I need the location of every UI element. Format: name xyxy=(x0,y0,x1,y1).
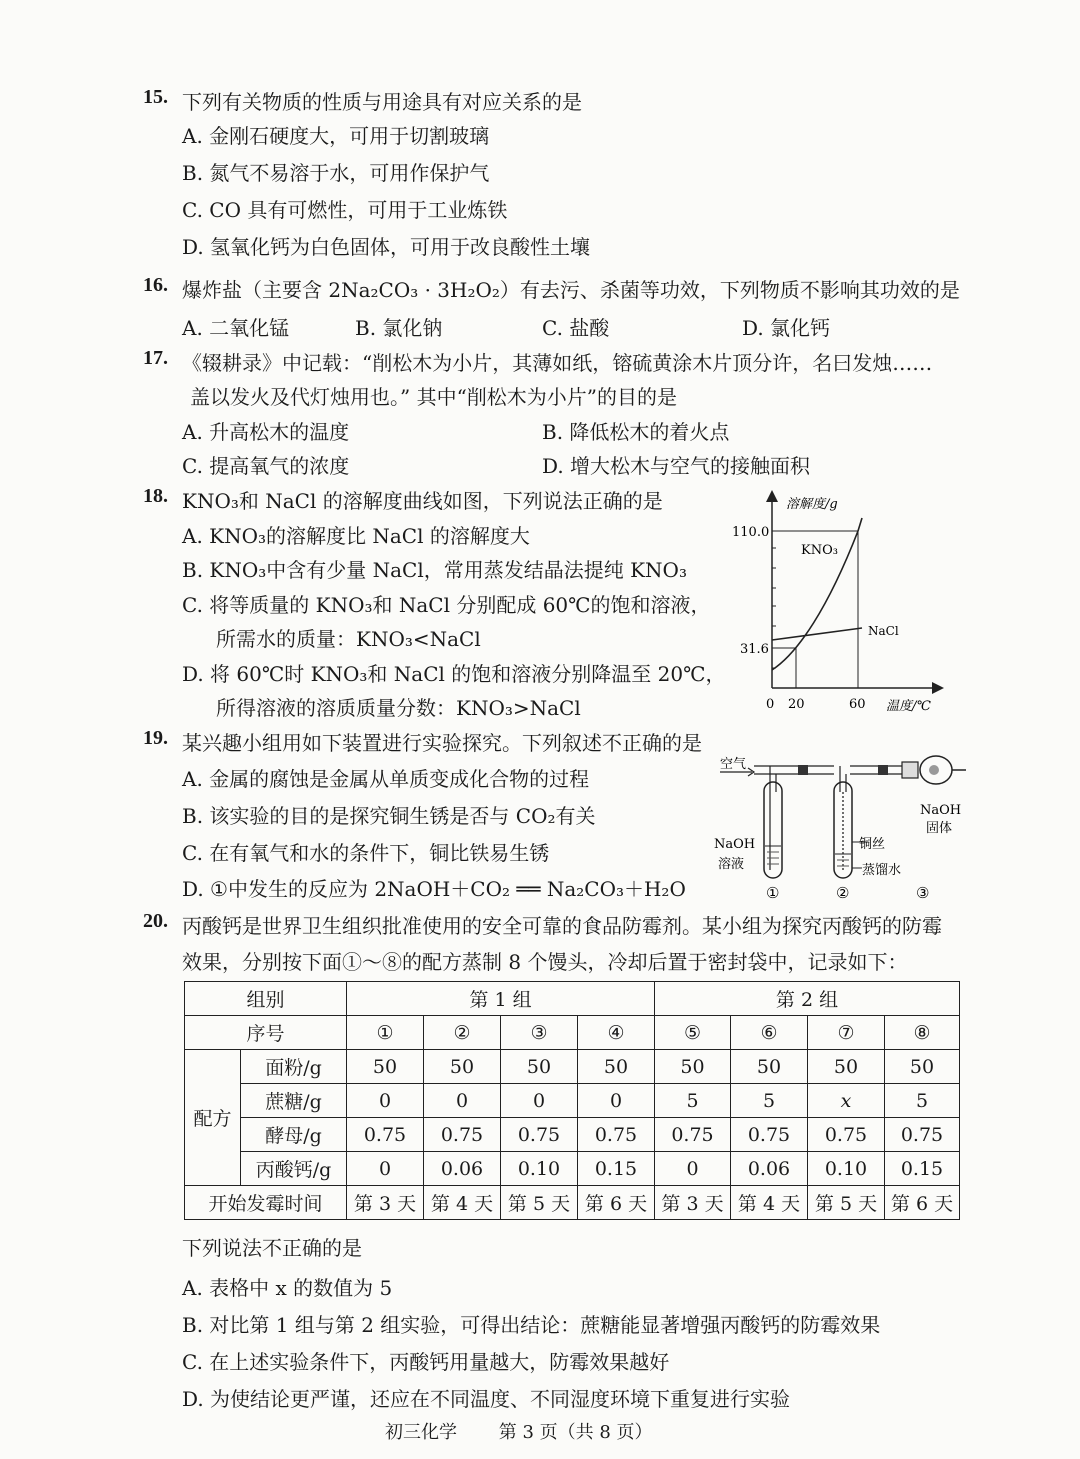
mold-cell: 第 3 天 xyxy=(347,1186,424,1220)
question-number: 18. xyxy=(143,485,168,507)
option-d: D. 氯化钙 xyxy=(742,316,831,340)
option-c: C. 在上述实验条件下，丙酸钙用量越大，防霉效果越好 xyxy=(182,1350,670,1374)
cell: 50 xyxy=(578,1050,655,1084)
cell: 0.75 xyxy=(424,1118,501,1152)
option-b: B. 氯化钠 xyxy=(355,316,443,340)
option-c-cont: 所需水的质量：KNO₃<NaCl xyxy=(216,627,481,651)
mold-cell: 第 4 天 xyxy=(424,1186,501,1220)
option-d-cont: 所得溶液的溶质质量分数：KNO₃>NaCl xyxy=(216,696,581,720)
seq-cell: ⑤ xyxy=(655,1016,731,1050)
option-a: A. 表格中 x 的数值为 5 xyxy=(182,1276,393,1300)
cell: 50 xyxy=(885,1050,960,1084)
cell: 50 xyxy=(655,1050,731,1084)
option-d: D. ①中发生的反应为 2NaOH＋CO₂ ══ Na₂CO₃＋H₂O xyxy=(182,877,686,901)
cell: 0.15 xyxy=(885,1152,960,1186)
cell: 0.75 xyxy=(501,1118,578,1152)
cell: 0 xyxy=(655,1152,731,1186)
question-number: 20. xyxy=(143,910,168,932)
cell: 50 xyxy=(808,1050,885,1084)
question-stem-line1: 丙酸钙是世界卫生组织批准使用的安全可靠的食品防霉剂。某小组为探究丙酸钙的防霉 xyxy=(182,914,942,938)
cell: 50 xyxy=(424,1050,501,1084)
option-a: A. 升高松木的温度 xyxy=(182,420,350,444)
question-stem-line2: 盖以发火及代灯烛用也。” 其中“削松木为小片”的目的是 xyxy=(190,385,678,409)
mold-cell: 第 3 天 xyxy=(655,1186,731,1220)
cell: 0 xyxy=(501,1084,578,1118)
cell: 0.06 xyxy=(424,1152,501,1186)
option-d: D. 氢氧化钙为白色固体，可用于改良酸性土壤 xyxy=(182,235,591,259)
cell: 0 xyxy=(347,1084,424,1118)
mold-cell: 第 5 天 xyxy=(808,1186,885,1220)
question-number: 19. xyxy=(143,727,168,749)
cell: x xyxy=(808,1084,885,1118)
cell: 0.75 xyxy=(808,1118,885,1152)
drying-tube-3 xyxy=(902,756,966,784)
cell: 50 xyxy=(347,1050,424,1084)
cell: 5 xyxy=(885,1084,960,1118)
cell: 0.10 xyxy=(501,1152,578,1186)
seq-cell: ④ xyxy=(578,1016,655,1050)
cell: 0.75 xyxy=(885,1118,960,1152)
test-tube-1 xyxy=(764,766,782,878)
question-stem-line1: 《辍耕录》中记载：“削松木为小片，其薄如纸，镕硫黄涂木片顶分许，名曰发烛…… xyxy=(182,351,933,375)
option-c: C. 在有氧气和水的条件下，铜比铁易生锈 xyxy=(182,841,550,865)
naoh-solution-label-2: 溶液 xyxy=(718,857,745,872)
question-stem: KNO₃和 NaCl 的溶解度曲线如图，下列说法正确的是 xyxy=(182,489,663,513)
option-c: C. 提高氧气的浓度 xyxy=(182,454,350,478)
option-c: C. CO 具有可燃性，可用于工业炼铁 xyxy=(182,198,508,222)
kno3-label: KNO₃ xyxy=(801,543,838,558)
option-c: C. 盐酸 xyxy=(542,316,610,340)
question-stem: 爆炸盐（主要含 2Na₂CO₃ · 3H₂O₂）有去污、杀菌等功效，下列物质不影响其功效的是 xyxy=(182,278,960,302)
header-seq: 序号 xyxy=(185,1016,347,1050)
solubility-graph xyxy=(728,488,948,720)
cell: 0 xyxy=(424,1084,501,1118)
apparatus-diagram xyxy=(712,752,972,906)
seq-cell: ② xyxy=(424,1016,501,1050)
seq-cell: ① xyxy=(347,1016,424,1050)
option-d: D. 增大松木与空气的接触面积 xyxy=(542,454,811,478)
row-label: 面粉/g xyxy=(241,1050,347,1084)
option-a: A. 金刚石硬度大，可用于切割玻璃 xyxy=(182,124,490,148)
row-label: 丙酸钙/g xyxy=(241,1152,347,1186)
option-b: B. KNO₃中含有少量 NaCl，常用蒸发结晶法提纯 KNO₃ xyxy=(182,558,687,582)
experiment-table xyxy=(184,981,960,1220)
seq-cell: ⑦ xyxy=(808,1016,885,1050)
option-b: B. 降低松木的着火点 xyxy=(542,420,730,444)
question-stem: 下列有关物质的性质与用途具有对应关系的是 xyxy=(182,90,582,114)
mold-cell: 第 6 天 xyxy=(885,1186,960,1220)
mold-cell: 第 5 天 xyxy=(501,1186,578,1220)
option-d: D. 将 60℃时 KNO₃和 NaCl 的饱和溶液分别降温至 20℃， xyxy=(182,662,726,686)
option-d: D. 为使结论更严谨，还应在不同温度、不同湿度环境下重复进行实验 xyxy=(182,1387,791,1411)
recipe-label: 配方 xyxy=(185,1050,241,1186)
seq-cell: ⑧ xyxy=(885,1016,960,1050)
kno3-curve xyxy=(772,518,862,670)
cell: 0.06 xyxy=(731,1152,808,1186)
naoh-solution-label-1: NaOH xyxy=(714,837,756,852)
tick-31-6: 31.6 xyxy=(740,642,769,657)
air-label: 空气 xyxy=(720,757,747,772)
question-number: 15. xyxy=(143,86,168,108)
question-number: 17. xyxy=(143,347,168,369)
cell: 5 xyxy=(655,1084,731,1118)
mark-3: ③ xyxy=(916,884,930,902)
option-a: A. KNO₃的溶解度比 NaCl 的溶解度大 xyxy=(182,524,530,548)
header-group-1: 第 1 组 xyxy=(347,982,655,1016)
tick-110: 110.0 xyxy=(732,525,770,540)
row-label: 酵母/g xyxy=(241,1118,347,1152)
cell: 0.75 xyxy=(347,1118,424,1152)
cell: 50 xyxy=(731,1050,808,1084)
option-c: C. 将等质量的 KNO₃和 NaCl 分别配成 60℃的饱和溶液， xyxy=(182,593,711,617)
nacl-curve xyxy=(772,628,862,640)
cell: 0.75 xyxy=(655,1118,731,1152)
cell: 0.15 xyxy=(578,1152,655,1186)
cell: 0.10 xyxy=(808,1152,885,1186)
x-axis-label: 温度/℃ xyxy=(886,699,931,714)
tick-20: 20 xyxy=(788,697,805,712)
tick-0: 0 xyxy=(766,697,775,712)
mark-1: ① xyxy=(766,884,780,902)
tick-60: 60 xyxy=(849,697,866,712)
page-footer: 初三化学 第 3 页（共 8 页） xyxy=(385,1422,653,1443)
header-group-2: 第 2 组 xyxy=(655,982,960,1016)
option-a: A. 金属的腐蚀是金属从单质变成化合物的过程 xyxy=(182,767,590,791)
mark-2: ② xyxy=(836,884,850,902)
question-stem-line3: 下列说法不正确的是 xyxy=(182,1236,362,1260)
cell: 50 xyxy=(501,1050,578,1084)
mold-cell: 第 6 天 xyxy=(578,1186,655,1220)
y-axis-label: 溶解度/g xyxy=(786,497,838,512)
cell: 0 xyxy=(347,1152,424,1186)
question-stem: 某兴趣小组用如下装置进行实验探究。下列叙述不正确的是 xyxy=(182,731,702,755)
option-b: B. 该实验的目的是探究铜生锈是否与 CO₂有关 xyxy=(182,804,596,828)
row-label: 蔗糖/g xyxy=(241,1084,347,1118)
seq-cell: ③ xyxy=(501,1016,578,1050)
cell: 5 xyxy=(731,1084,808,1118)
option-b: B. 对比第 1 组与第 2 组实验，可得出结论：蔗糖能显著增强丙酸钙的防霉效果 xyxy=(182,1313,881,1337)
copper-wire-label: 铜丝 xyxy=(859,837,886,852)
cell: 0.75 xyxy=(578,1118,655,1152)
question-number: 16. xyxy=(143,274,168,296)
naoh-solid-label-2: 固体 xyxy=(926,821,953,836)
naoh-solid-label-1: NaOH xyxy=(920,803,962,818)
mold-cell: 第 4 天 xyxy=(731,1186,808,1220)
option-b: B. 氮气不易溶于水，可用作保护气 xyxy=(182,161,490,185)
option-a: A. 二氧化锰 xyxy=(182,316,290,340)
seq-cell: ⑥ xyxy=(731,1016,808,1050)
cell: 0 xyxy=(578,1084,655,1118)
mold-label: 开始发霉时间 xyxy=(185,1186,347,1220)
question-stem-line2: 效果，分别按下面①～⑧的配方蒸制 8 个馒头，冷却后置于密封袋中，记录如下： xyxy=(182,950,908,974)
cell: 0.75 xyxy=(731,1118,808,1152)
nacl-label: NaCl xyxy=(868,624,899,638)
distilled-water-label: 蒸馏水 xyxy=(862,863,902,878)
test-tube-2 xyxy=(834,766,852,878)
header-group: 组别 xyxy=(185,982,347,1016)
